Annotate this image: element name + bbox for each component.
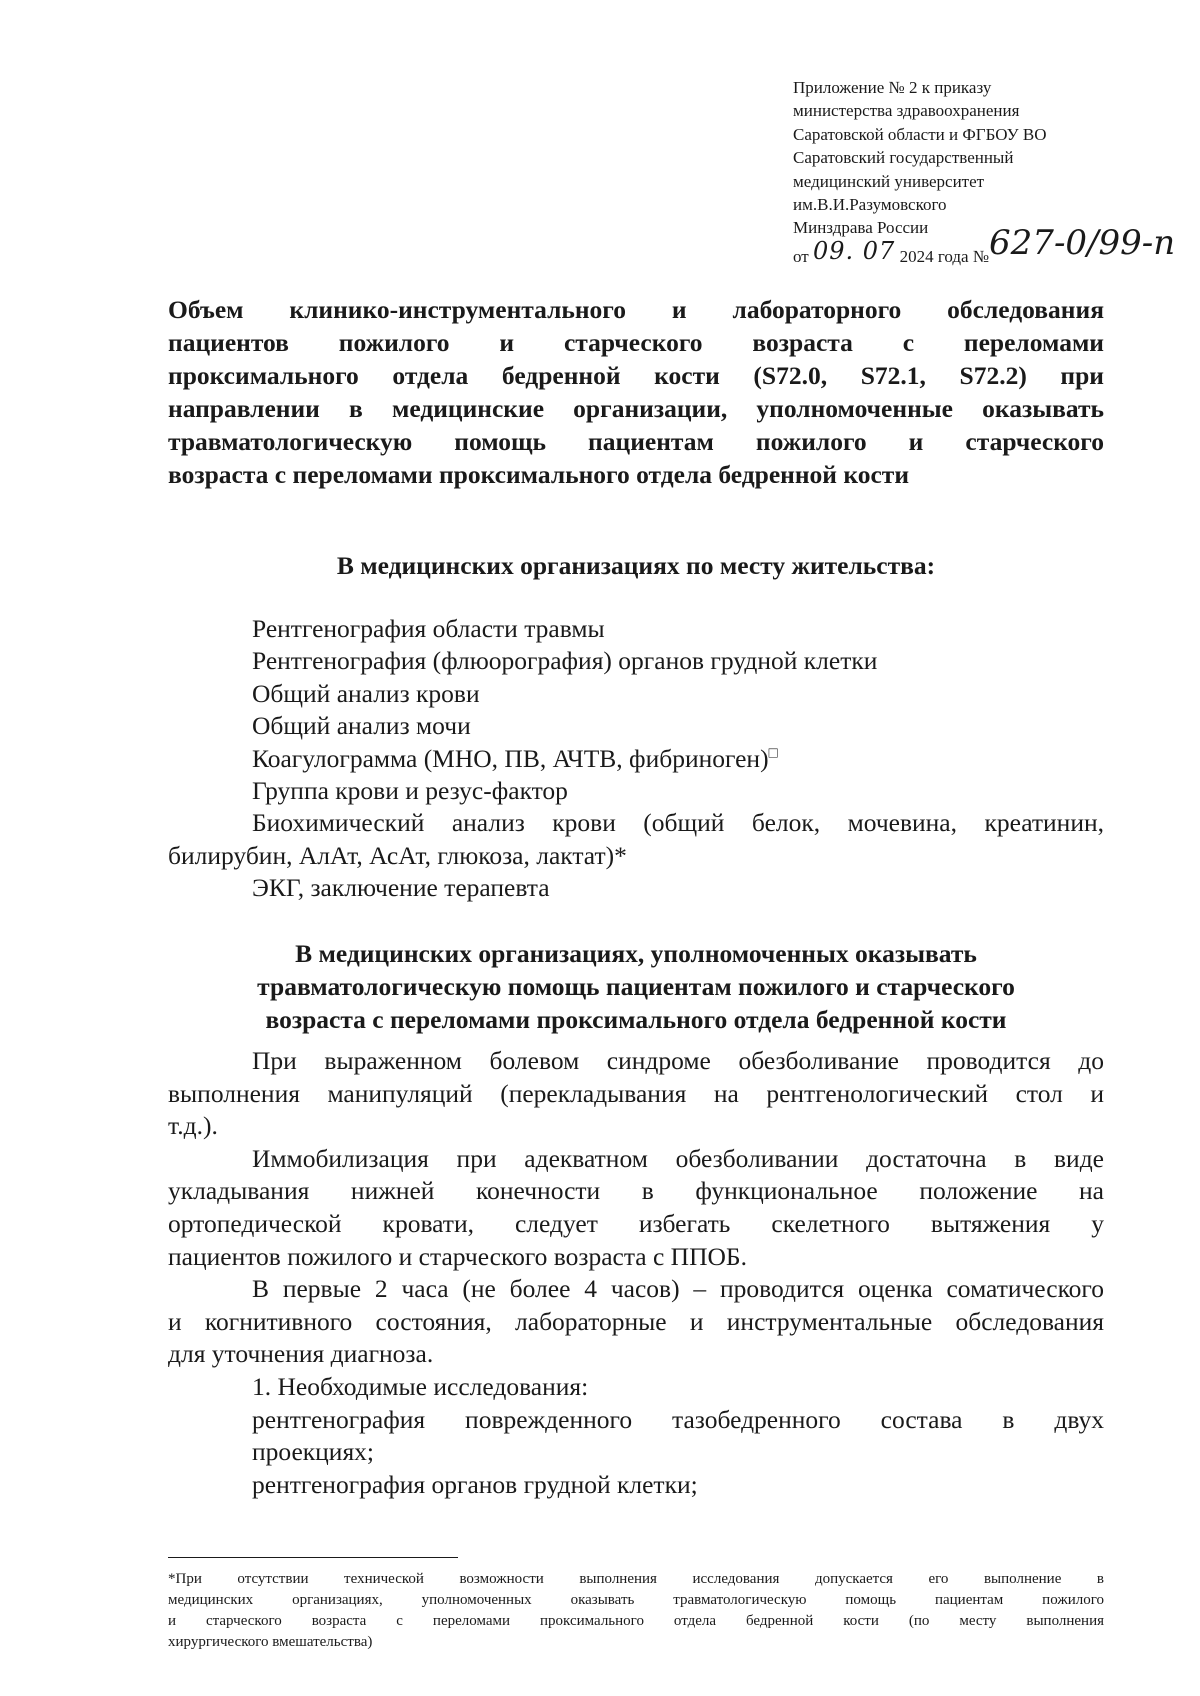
attachment-header <box>793 76 1176 268</box>
body-text <box>168 1045 1104 1501</box>
header-line: Саратовский государственный <box>793 148 1014 168</box>
text-line: выполнения манипуляций (перекладывания на рентгенологический стол и <box>168 1078 1104 1108</box>
list-item-text: Коагулограмма (МНО, ПВ, АЧТВ, фибриноген) <box>252 743 769 773</box>
text-line: для уточнения диагноза. <box>168 1339 434 1369</box>
footnote-line: медицинских организациях, уполномоченных оказывать травматологическую помощь пациентам пожилого <box>168 1592 1104 1608</box>
text-line: ортопедической кровати, следует избегать скелетного вытяжения у <box>168 1208 1104 1238</box>
text-line: проекциях; <box>252 1437 375 1467</box>
sub-item: рентгенография органов грудной клетки; <box>252 1469 698 1499</box>
header-line: Минздрава России <box>793 218 929 238</box>
heading-line: травматологическую помощь пациентам пожилого и старческого <box>257 972 1015 1001</box>
list-item-text: Биохимический анализ крови (общий белок, мочевина, креатинин, <box>252 808 1104 838</box>
text-line: и когнитивного состояния, лабораторные и инструментальные обследования <box>168 1306 1104 1336</box>
section2-heading <box>168 937 1104 1036</box>
numbered-heading: 1. Необходимые исследования: <box>252 1371 589 1401</box>
date-year: 2024 года № <box>899 246 990 266</box>
handwritten-order-number: 627-0/99-п <box>989 222 1176 263</box>
date-prefix: от <box>793 246 809 266</box>
header-line: Приложение № 2 к приказу <box>793 78 992 97</box>
text-line: укладывания нижней конечности в функциональное положение на <box>168 1176 1104 1206</box>
list-item: ЭКГ, заключение терапевта <box>252 873 550 903</box>
paragraph <box>168 1273 1104 1371</box>
list-item: Группа крови и резус-фактор <box>252 776 568 806</box>
list-item: Общий анализ мочи <box>252 711 471 741</box>
section1-heading: В медицинских организациях по месту жительства: <box>336 551 936 580</box>
text-line: При выраженном болевом синдроме обезболивание проводится до <box>252 1046 1104 1075</box>
footnote-line: *При отсутствии технической возможности выполнения исследования допускается его выполнение в <box>168 1571 1104 1587</box>
footnote-separator <box>168 1557 458 1558</box>
title-line: направлении в медицинские организации, уполномоченные оказывать <box>168 394 1104 423</box>
text-line: Иммобилизация при адекватном обезболивании достаточна в виде <box>252 1143 1104 1173</box>
text-line: рентгенография поврежденного тазобедренного состава в двух <box>252 1404 1104 1434</box>
footnote-line: хирургического вмешательства) <box>168 1634 373 1650</box>
coagulogram-mark: □ <box>768 745 778 762</box>
text-line: В первые 2 часа (не более 4 часов) – проводится оценка соматического <box>252 1274 1104 1304</box>
heading-line: В медицинских организациях, уполномоченных оказывать <box>295 939 977 968</box>
header-line: им.В.И.Разумовского <box>793 195 947 215</box>
heading-line: возраста с переломами проксимального отдела бедренной кости <box>265 1005 1007 1034</box>
list-item: Рентгенография (флюорография) органов грудной клетки <box>252 646 878 676</box>
text-line: пациентов пожилого и старческого возраста с ППОБ. <box>168 1241 747 1271</box>
footnote-line: и старческого возраста с переломами проксимального отдела бедренной кости (по месту выполнения <box>168 1613 1104 1629</box>
header-line: министерства здравоохранения <box>793 101 1020 121</box>
list-item-coagulogram <box>168 743 1104 775</box>
list-item: Рентгенография области травмы <box>252 614 605 643</box>
header-line: медицинский университет <box>793 171 985 191</box>
header-line: Саратовской области и ФГБОУ ВО <box>793 124 1047 144</box>
section1-list <box>168 613 1104 905</box>
sub-item <box>168 1404 1104 1469</box>
title-line: пациентов пожилого и старческого возраста с переломами <box>168 328 1104 357</box>
title-line: Объем клинико-инструментального и лабораторного обследования <box>168 295 1104 324</box>
document-title <box>168 293 1104 491</box>
list-item: Общий анализ крови <box>252 678 480 708</box>
text-line: т.д.). <box>168 1111 218 1141</box>
title-line: проксимального отдела бедренной кости (S72.0, S72.1, S72.2) при <box>168 361 1104 390</box>
list-item-biochemistry <box>168 807 1104 872</box>
paragraph <box>168 1143 1104 1273</box>
title-line: травматологическую помощь пациентам пожилого и старческого <box>168 427 1104 456</box>
handwritten-date: 09. 07 <box>812 236 896 265</box>
paragraph <box>168 1045 1104 1143</box>
list-item-text: билирубин, АлАт, АсАт, глюкоза, лактат)* <box>168 840 627 870</box>
title-line: возраста с переломами проксимального отдела бедренной кости <box>168 460 910 489</box>
footnote <box>168 1569 1104 1653</box>
